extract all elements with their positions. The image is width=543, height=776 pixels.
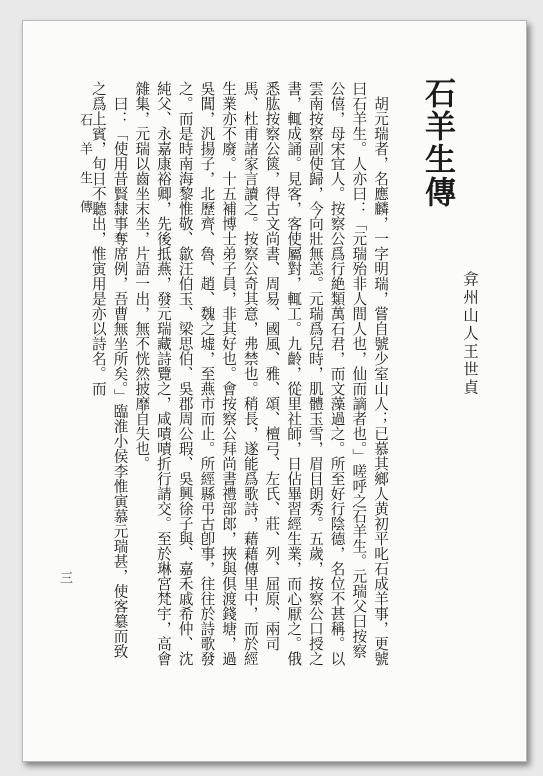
- page-number: 三: [57, 571, 72, 584]
- running-title: 石羊生傳: [77, 113, 92, 229]
- paragraph: 胡元瑞者，名應麟，一字明瑞，嘗自號少室山人；已慕其鄉人黄初平叱石成羊事，更號曰石羊生。人亦曰：「元瑞殆非人間人也，仙而謫者也。」嗟呼之石羊生。元瑞父曰按察公僖，母宋宜人。按察公爲行絶類萬石君，而文藻過之。所至好行陰德，名位不甚稱。以雲南按察副使歸，今向壯無恙。元瑞爲兒時，肌體玉雪，眉目朗秀。五歲，按察公口授之書，輒成誦。見客，客使屬對，輒工。九齡，從里社師，日佔畢習經生業，而心厭之。俄悉肱按察公篋，得古文尚書、周易、國風、雅、頌、檀弓、左氏、莊、列、屈原、兩司馬、杜甫諸家言讀之。按察公奇其意，弗禁也。稍長，遂能爲歌詩，藉藉傳里中，而於經生業亦不廢。十五補博士弟子員，非其好也。會按察公拜尚書禮部郎，挾與俱渡錢塘，過吳閶，汎揚子，北歷齊、魯、趙、魏之墟，至燕市而止。所經縣弔古卽事，往往於詩歌發之。而是時南海黎惟敬、歙汪伯玉、梁思伯、吳郡周公瑕、吳興徐子與、嘉禾戚希仲、沈純父、永嘉康裕卿，先後抵燕，發元瑞藏詩覽之，咸嘖嘖折行請交。至於琳宮梵宇，高會雜集，元瑞以齒坐末坐，片語一出，無不恍然披靡自失也。: [133, 81, 389, 666]
- book-page: [22, 20, 527, 762]
- page-title: 石羊生傳: [419, 77, 455, 209]
- author-line: 弇州山人王世貞: [461, 271, 479, 397]
- paragraph: 曰：「使用昔賢隸事奪席例，吾曹無坐所矣。」臨淮小侯李惟寅慕元瑞甚，使客簒而致之爲上賓，旬日不聽出，惟寅用是亦以詩名。而: [89, 81, 129, 659]
- body-text: [87, 81, 391, 666]
